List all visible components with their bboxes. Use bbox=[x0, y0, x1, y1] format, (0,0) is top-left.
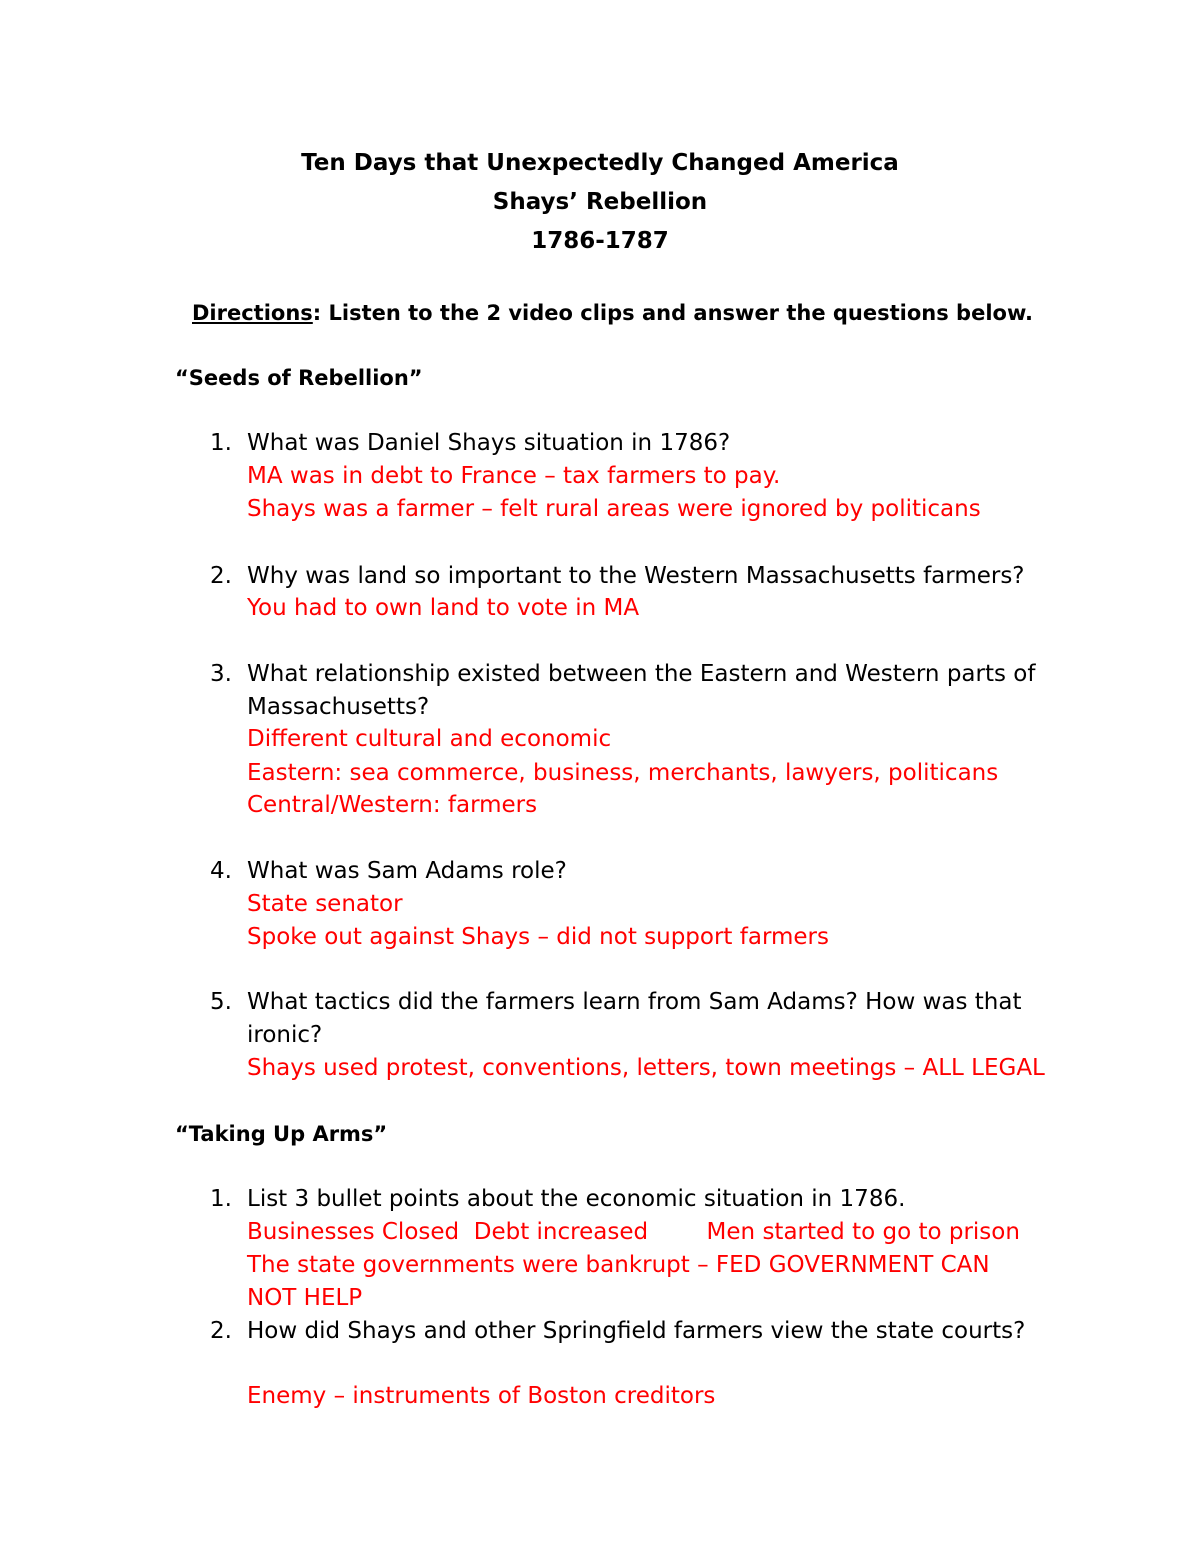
section-heading-arms: “Taking Up Arms” bbox=[175, 1122, 388, 1146]
directions bbox=[192, 297, 1033, 329]
answer-text: State senator bbox=[247, 891, 403, 917]
question-text: Massachusetts? bbox=[247, 694, 430, 720]
question-number: 1. bbox=[210, 1186, 232, 1212]
directions-text: : Listen to the 2 video clips and answer the questions below. bbox=[312, 301, 1033, 325]
answer-text: Spoke out against Shays – did not support farmers bbox=[247, 924, 829, 950]
answer-text: Different cultural and economic bbox=[247, 726, 612, 752]
answer-text: Shays was a farmer – felt rural areas were ignored by politicans bbox=[247, 496, 981, 522]
question-number: 3. bbox=[210, 661, 232, 687]
question-number: 4. bbox=[210, 858, 232, 884]
question-text: List 3 bullet points about the economic situation in 1786. bbox=[247, 1186, 906, 1212]
section-heading-seeds: “Seeds of Rebellion” bbox=[175, 366, 423, 390]
question-text: How did Shays and other Springfield farmers view the state courts? bbox=[247, 1318, 1026, 1344]
question-number: 2. bbox=[210, 1318, 232, 1344]
question-text: Why was land so important to the Western Massachusetts farmers? bbox=[247, 563, 1025, 589]
question-text: What was Sam Adams role? bbox=[247, 858, 567, 884]
question-text: What tactics did the farmers learn from Sam Adams? How was that bbox=[247, 989, 1022, 1015]
answer-text: Eastern: sea commerce, business, merchants, lawyers, politicans bbox=[247, 760, 999, 786]
question-text: ironic? bbox=[247, 1022, 323, 1048]
answer-text: MA was in debt to France – tax farmers to pay. bbox=[247, 463, 781, 489]
question-number: 5. bbox=[210, 989, 232, 1015]
page-years: 1786-1787 bbox=[531, 228, 669, 254]
answer-text: You had to own land to vote in MA bbox=[247, 595, 640, 621]
answer-text: The state governments were bankrupt – FED GOVERNMENT CAN bbox=[247, 1252, 990, 1278]
question-number: 1. bbox=[210, 430, 232, 456]
question-number: 2. bbox=[210, 563, 232, 589]
page-subtitle: Shays’ Rebellion bbox=[492, 189, 708, 215]
answer-text: NOT HELP bbox=[247, 1285, 363, 1311]
question-text: What relationship existed between the Eastern and Western parts of bbox=[247, 661, 1036, 687]
answer-text: Businesses Closed Debt increased Men started to go to prison bbox=[247, 1219, 1020, 1245]
answer-text: Central/Western: farmers bbox=[247, 792, 538, 818]
answer-text: Shays used protest, conventions, letters, town meetings – ALL LEGAL bbox=[247, 1055, 1045, 1081]
answer-text: Enemy – instruments of Boston creditors bbox=[247, 1383, 716, 1409]
directions-label: Directions bbox=[192, 301, 313, 325]
page-title: Ten Days that Unexpectedly Changed America bbox=[301, 150, 899, 176]
question-text: What was Daniel Shays situation in 1786? bbox=[247, 430, 731, 456]
